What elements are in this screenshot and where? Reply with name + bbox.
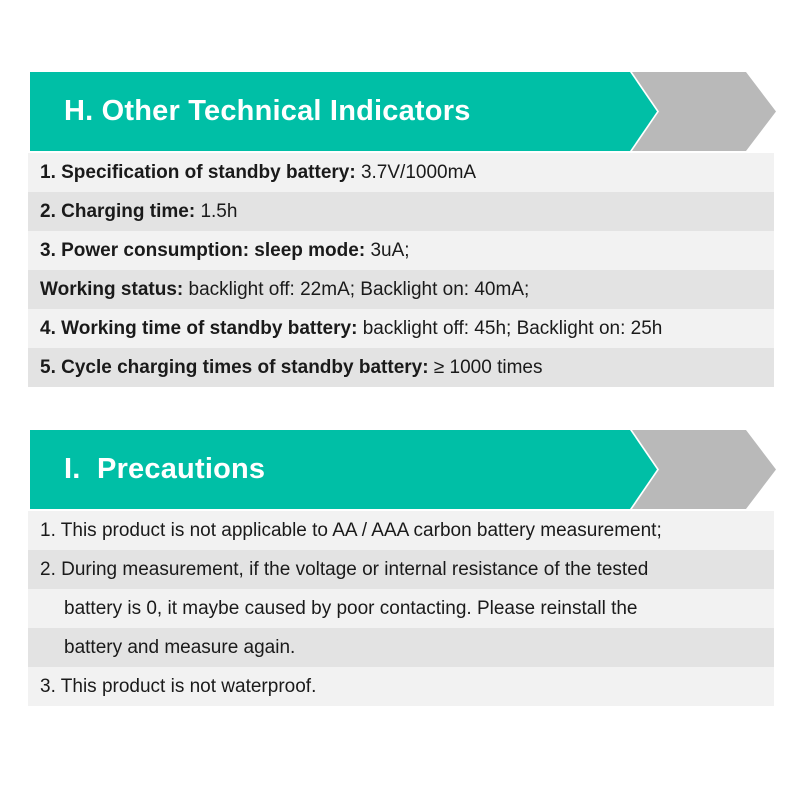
spec-value: ≥ 1000 times	[428, 357, 543, 378]
spec-label: 2. Charging time:	[40, 201, 196, 222]
precaution-item: 2. During measurement, if the voltage or internal resistance of the tested	[28, 550, 774, 589]
spec-label: 1. Specification of standby battery:	[40, 162, 356, 183]
spec-row	[28, 348, 774, 387]
spec-value: backlight off: 22mA; Backlight on: 40mA;	[183, 279, 530, 300]
spec-row	[28, 231, 774, 270]
spec-label: 3. Power consumption: sleep mode:	[40, 240, 366, 261]
spec-row	[28, 270, 774, 309]
spec-label: Working status:	[40, 279, 184, 300]
spec-value: 3.7V/1000mA	[355, 162, 477, 183]
section-title: H. Other Technical Indicators	[64, 95, 471, 127]
section-title: I. Precautions	[64, 453, 266, 485]
spec-row	[28, 192, 774, 231]
spec-row	[28, 153, 774, 192]
precaution-list	[28, 511, 774, 706]
section-other-technical-indicators	[28, 72, 776, 387]
section-banner	[28, 430, 776, 509]
spec-label: 5. Cycle charging times of standby battery:	[40, 357, 429, 378]
precaution-item: 1. This product is not applicable to AA / AAA carbon battery measurement;	[28, 511, 774, 550]
spec-row	[28, 309, 774, 348]
spec-list	[28, 153, 774, 387]
precaution-item-continued: battery and measure again.	[28, 628, 774, 667]
section-banner	[28, 72, 776, 151]
spec-label: 4. Working time of standby battery:	[40, 318, 358, 339]
section-precautions	[28, 430, 776, 706]
precaution-item-continued: battery is 0, it maybe caused by poor contacting. Please reinstall the	[28, 589, 774, 628]
spec-value: 1.5h	[195, 201, 238, 222]
spec-value: backlight off: 45h; Backlight on: 25h	[357, 318, 663, 339]
spec-value: 3uA;	[365, 240, 410, 261]
precaution-item: 3. This product is not waterproof.	[28, 667, 774, 706]
